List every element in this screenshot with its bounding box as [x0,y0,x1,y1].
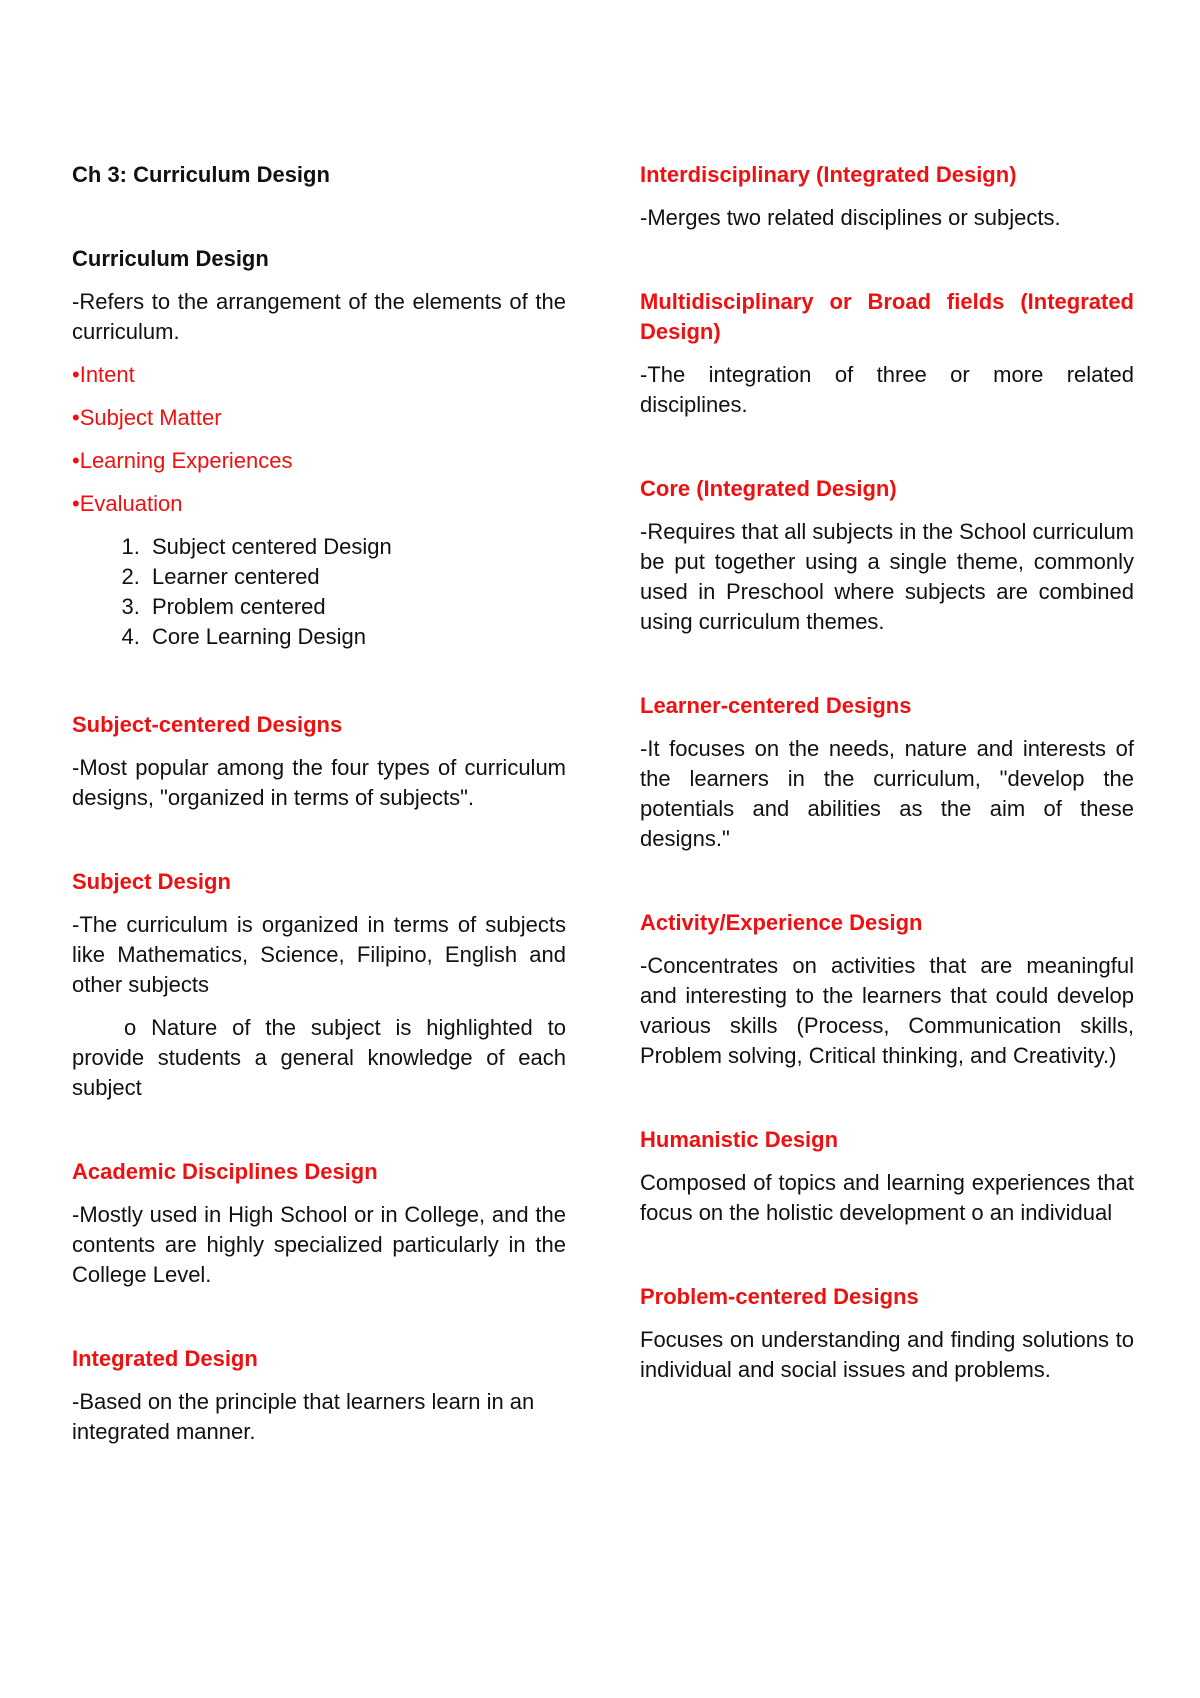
bullet-evaluation: •Evaluation [72,491,183,516]
section-humanistic [640,1125,1134,1228]
section-heading: Curriculum Design [72,246,269,271]
section-curriculum-design [72,244,566,652]
list-item: 4. Core Learning Design [146,622,566,652]
section-heading: Academic Disciplines Design [72,1159,378,1184]
section-heading: Integrated Design [72,1346,258,1371]
right-column [640,160,1134,1385]
section-heading: Multidisciplinary or Broad fields (Integrated Design) [640,289,1134,344]
section-text: -Refers to the arrangement of the elements of the curriculum. [72,289,566,344]
section-heading: Activity/Experience Design [640,910,923,935]
section-interdisciplinary [640,160,1134,233]
section-text: Composed of topics and learning experiences that focus on the holistic development o an individual [640,1170,1134,1225]
section-heading: Humanistic Design [640,1127,839,1152]
section-text: -Concentrates on activities that are meaningful and interesting to the learners that could develop various skills (Process, Communication skills, Problem solving, Critical thinking, and Creativity.) [640,953,1134,1068]
section-subtext: o Nature of the subject is highlighted to provide students a general knowledge of each subject [72,1015,566,1100]
design-types-list [72,532,566,652]
section-academic-disciplines [72,1157,566,1290]
bullet-intent: •Intent [72,362,135,387]
section-integrated-design [72,1344,566,1447]
section-heading: Subject-centered Designs [72,712,343,737]
section-heading: Learner-centered Designs [640,693,912,718]
bullet-learning-experiences: •Learning Experiences [72,448,293,473]
section-subject-design [72,867,566,1103]
section-text: Focuses on understanding and finding solutions to individual and social issues and problems. [640,1327,1134,1382]
section-text: -The curriculum is organized in terms of subjects like Mathematics, Science, Filipino, English and other subjects [72,912,566,997]
list-item: 1. Subject centered Design [146,532,566,562]
section-activity-experience [640,908,1134,1071]
section-core [640,474,1134,637]
section-subject-centered [72,710,566,813]
bullet-subject-matter: •Subject Matter [72,405,222,430]
section-multidisciplinary [640,287,1134,420]
section-heading: Interdisciplinary (Integrated Design) [640,162,1017,187]
left-column [72,160,566,1447]
chapter-title: Ch 3: Curriculum Design [72,162,330,187]
section-heading: Problem-centered Designs [640,1284,919,1309]
section-text: -It focuses on the needs, nature and interests of the learners in the curriculum, "develop the potentials and abilities as the aim of these designs." [640,736,1134,851]
list-item: 2. Learner centered [146,562,566,592]
section-text: -Based on the principle that learners learn in an integrated manner. [72,1389,535,1444]
list-item: 3. Problem centered [146,592,566,622]
section-heading: Core (Integrated Design) [640,476,897,501]
section-learner-centered [640,691,1134,854]
section-text: -Requires that all subjects in the School curriculum be put together using a single theme, commonly used in Preschool where subjects are combined using curriculum themes. [640,519,1135,634]
section-heading: Subject Design [72,869,231,894]
section-text: -Most popular among the four types of curriculum designs, "organized in terms of subjects". [72,755,566,810]
section-text: -The integration of three or more related disciplines. [640,362,1134,417]
section-text: -Merges two related disciplines or subjects. [640,205,1061,230]
section-problem-centered [640,1282,1134,1385]
section-text: -Mostly used in High School or in College, and the contents are highly specialized particularly in the College Level. [72,1202,566,1287]
